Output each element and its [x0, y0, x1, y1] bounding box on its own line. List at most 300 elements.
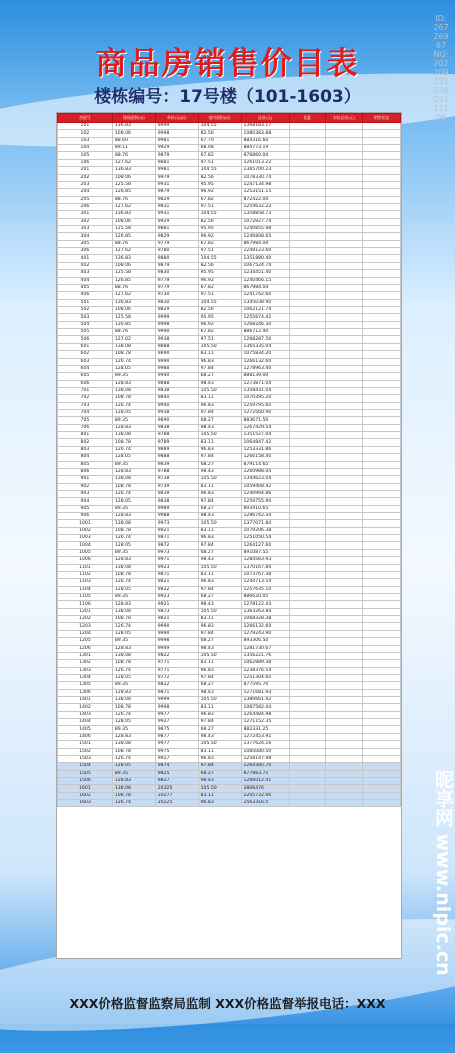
table-cell	[363, 203, 401, 210]
table-row	[58, 792, 401, 799]
table-row	[58, 380, 401, 387]
table-cell: 1405	[58, 726, 113, 733]
table-cell: 1085080.50	[241, 748, 289, 755]
table-cell: 96.83	[198, 711, 241, 718]
table-cell: 1068328.38	[241, 616, 289, 623]
table-cell	[363, 446, 401, 453]
table-row	[58, 549, 401, 556]
table-cell	[363, 432, 401, 439]
table-cell: 1281730.67	[241, 645, 289, 652]
table-cell: 97.84	[198, 498, 241, 505]
table-cell	[289, 181, 325, 188]
table-cell: 9821	[155, 579, 198, 586]
table-row	[58, 159, 401, 166]
table-cell	[363, 571, 401, 578]
table-row	[58, 638, 401, 645]
table-cell: 9890	[155, 417, 198, 424]
table-row	[58, 321, 401, 328]
table-cell: 126.74	[112, 623, 155, 630]
table-row	[58, 196, 401, 203]
table-row	[58, 336, 401, 343]
table-cell: 125.58	[112, 270, 155, 277]
table-cell	[363, 579, 401, 586]
table-row	[58, 226, 401, 233]
table-cell: 9888	[155, 343, 198, 350]
table-body	[58, 123, 401, 807]
table-cell: 9998	[155, 321, 198, 328]
table-cell	[289, 505, 325, 512]
table-cell: 9838	[155, 387, 198, 394]
table-cell: 96.83	[198, 402, 241, 409]
table-cell	[325, 130, 363, 137]
table-cell	[289, 159, 325, 166]
table-cell: 1380661.92	[241, 697, 289, 704]
table-cell: 128.83	[112, 513, 155, 520]
table-cell: 9921	[155, 601, 198, 608]
table-row	[58, 476, 401, 483]
table-cell	[325, 468, 363, 475]
table-cell: 1078330.74	[241, 174, 289, 181]
table-cell: 128.05	[112, 719, 155, 726]
column-header: 实际总价(元)	[325, 114, 363, 123]
table-cell	[325, 777, 363, 784]
table-cell	[289, 395, 325, 402]
table-cell: 67.82	[198, 284, 241, 291]
table-cell	[363, 667, 401, 674]
table-row	[58, 689, 401, 696]
table-cell: 1351527.04	[241, 432, 289, 439]
table-cell	[289, 351, 325, 358]
table-cell	[289, 660, 325, 667]
table-cell: 2205732.06	[241, 792, 289, 799]
table-cell	[325, 410, 363, 417]
table-row	[58, 284, 401, 291]
table-cell: 127.62	[112, 248, 155, 255]
table-cell: 1271152.35	[241, 719, 289, 726]
table-cell: 96.92	[198, 189, 241, 196]
table-cell: 89.35	[112, 549, 155, 556]
table-cell: 1079206.38	[241, 527, 289, 534]
table-row	[58, 527, 401, 534]
table-cell: 203	[58, 181, 113, 188]
table-cell: 1073767.38	[241, 571, 289, 578]
table-row	[58, 358, 401, 365]
table-row	[58, 498, 401, 505]
table-cell	[325, 145, 363, 152]
table-cell	[325, 329, 363, 336]
table-cell: 126.74	[112, 667, 155, 674]
table-cell: 67.82	[198, 240, 241, 247]
table-cell: 9940	[155, 402, 198, 409]
table-cell: 9975	[155, 748, 198, 755]
table-cell: 1272453.91	[241, 733, 289, 740]
table-cell: 9981	[155, 137, 198, 144]
table-cell	[289, 329, 325, 336]
table-cell	[289, 520, 325, 527]
table-row	[58, 351, 401, 358]
table-cell: 97.51	[198, 248, 241, 255]
table-row	[58, 755, 401, 762]
table-cell: 1268246.30	[241, 321, 289, 328]
table-cell: 1067524.74	[241, 262, 289, 269]
table-cell: 108.78	[112, 748, 155, 755]
table-cell: 1403	[58, 711, 113, 718]
table-cell: 501	[58, 299, 113, 306]
table-cell: 128.05	[112, 365, 155, 372]
table-cell	[325, 711, 363, 718]
table-cell: 9872	[155, 542, 198, 549]
table-cell: 9927	[155, 719, 198, 726]
table-cell: 1238376.54	[241, 667, 289, 674]
table-cell: 882331.25	[241, 726, 289, 733]
price-table-container	[56, 112, 402, 959]
table-cell	[363, 226, 401, 233]
table-cell: 401	[58, 255, 113, 262]
table-cell: 98.43	[198, 733, 241, 740]
table-cell	[325, 255, 363, 262]
table-cell: 125.58	[112, 314, 155, 321]
table-cell: 2563316.5	[241, 800, 289, 807]
table-cell: 1363263.84	[241, 608, 289, 615]
table-cell: 98.43	[198, 645, 241, 652]
table-cell	[325, 623, 363, 630]
table-cell	[325, 454, 363, 461]
table-cell	[325, 395, 363, 402]
table-cell	[289, 432, 325, 439]
table-cell: 1345038.90	[241, 299, 289, 306]
table-cell	[325, 630, 363, 637]
table-row	[58, 704, 401, 711]
table-cell	[325, 674, 363, 681]
table-cell	[325, 203, 363, 210]
table-cell: 884316.60	[241, 137, 289, 144]
table-cell: 108.78	[112, 483, 155, 490]
table-cell	[289, 586, 325, 593]
table-cell: 1064847.42	[241, 439, 289, 446]
table-cell: 105.50	[198, 785, 241, 792]
table-cell: 9990	[155, 329, 198, 336]
table-row	[58, 454, 401, 461]
table-cell	[363, 601, 401, 608]
table-row	[58, 137, 401, 144]
table-cell: 9822	[155, 682, 198, 689]
table-cell: 1266012.41	[241, 777, 289, 784]
table-cell	[325, 306, 363, 313]
table-cell: 67.70	[198, 137, 241, 144]
table-row	[58, 262, 401, 269]
table-cell: 97.84	[198, 542, 241, 549]
table-cell	[363, 314, 401, 321]
table-cell	[289, 454, 325, 461]
table-cell	[363, 608, 401, 615]
table-cell: 9999	[155, 123, 198, 130]
column-header: 销售状态	[363, 114, 401, 123]
table-cell: 9888	[155, 380, 198, 387]
table-cell	[289, 292, 325, 299]
table-cell	[289, 417, 325, 424]
table-cell: 1204	[58, 630, 113, 637]
table-cell: 89.35	[112, 726, 155, 733]
table-cell: 88.76	[112, 196, 155, 203]
table-row	[58, 571, 401, 578]
table-cell	[363, 284, 401, 291]
table-row	[58, 446, 401, 453]
table-cell: 9971	[155, 557, 198, 564]
table-cell	[325, 586, 363, 593]
table-cell	[325, 490, 363, 497]
table-cell: 82.56	[198, 130, 241, 137]
table-cell	[325, 601, 363, 608]
table-cell	[363, 741, 401, 748]
table-cell: 9772	[155, 674, 198, 681]
table-cell	[363, 255, 401, 262]
table-cell: 1070395.20	[241, 395, 289, 402]
table-cell: 1251304.60	[241, 674, 289, 681]
table-cell: 88.60	[112, 137, 155, 144]
table-cell: 9940	[155, 373, 198, 380]
table-cell: 108.78	[112, 571, 155, 578]
table-cell: 105.50	[198, 741, 241, 748]
table-cell: 105.50	[198, 608, 241, 615]
table-cell: 9831	[155, 203, 198, 210]
table-cell: 138.08	[112, 564, 155, 571]
table-cell: 9821	[155, 616, 198, 623]
table-cell	[325, 358, 363, 365]
table-cell	[289, 755, 325, 762]
table-cell: 126.74	[112, 535, 155, 542]
table-cell: 1266132.60	[241, 358, 289, 365]
table-cell: 9880	[155, 255, 198, 262]
table-cell	[289, 461, 325, 468]
table-row	[58, 608, 401, 615]
table-cell: 1087582.44	[241, 704, 289, 711]
table-cell: 83.11	[198, 660, 241, 667]
table-cell	[325, 284, 363, 291]
table-cell	[289, 689, 325, 696]
table-cell: 104.55	[198, 167, 241, 174]
table-cell	[325, 137, 363, 144]
table-cell: 108.06	[112, 174, 155, 181]
table-cell: 136.83	[112, 211, 155, 218]
table-cell: 108.78	[112, 395, 155, 402]
table-cell: 886712.40	[241, 329, 289, 336]
table-row	[58, 616, 401, 623]
table-cell: 1075834.20	[241, 351, 289, 358]
table-cell	[289, 579, 325, 586]
table-cell: 97.84	[198, 410, 241, 417]
table-cell: 128.05	[112, 674, 155, 681]
table-cell: 98.43	[198, 601, 241, 608]
table-cell	[325, 571, 363, 578]
table-cell: 108.78	[112, 439, 155, 446]
table-cell	[289, 682, 325, 689]
table-cell: 9730	[155, 292, 198, 299]
table-cell	[325, 446, 363, 453]
table-cell: 9771	[155, 660, 198, 667]
table-cell	[363, 454, 401, 461]
table-cell: 138.08	[112, 432, 155, 439]
table-cell: 1257635.10	[241, 586, 289, 593]
table-cell: 126.85	[112, 233, 155, 240]
table-cell	[325, 321, 363, 328]
table-cell: 606	[58, 380, 113, 387]
table-cell	[325, 594, 363, 601]
table-cell: 9788	[155, 468, 198, 475]
table-row	[58, 733, 401, 740]
table-cell	[363, 748, 401, 755]
table-cell	[325, 608, 363, 615]
table-cell	[325, 336, 363, 343]
table-cell: 9949	[155, 645, 198, 652]
table-cell	[363, 770, 401, 777]
table-cell: 1104	[58, 586, 113, 593]
table-cell	[289, 645, 325, 652]
table-cell: 701	[58, 387, 113, 394]
table-cell	[363, 329, 401, 336]
table-cell: 1501	[58, 741, 113, 748]
table-cell: 82.56	[198, 174, 241, 181]
table-cell: 1351880.40	[241, 255, 289, 262]
table-cell: 702	[58, 395, 113, 402]
table-cell	[325, 123, 363, 130]
table-cell: 9780	[155, 248, 198, 255]
table-cell: 1603	[58, 800, 113, 807]
table-cell: 1305	[58, 682, 113, 689]
table-cell: 89.35	[112, 505, 155, 512]
table-cell: 1244713.54	[241, 579, 289, 586]
table-cell: 96.83	[198, 579, 241, 586]
table-cell: 97.84	[198, 365, 241, 372]
table-cell: 108.78	[112, 660, 155, 667]
table-cell	[289, 373, 325, 380]
table-cell	[289, 549, 325, 556]
table-cell	[363, 424, 401, 431]
table-cell: 138.08	[112, 343, 155, 350]
table-cell: 1301	[58, 652, 113, 659]
table-cell: 126.74	[112, 711, 155, 718]
table-cell	[289, 638, 325, 645]
table-cell: 1102	[58, 571, 113, 578]
table-cell: 1205	[58, 638, 113, 645]
table-cell	[289, 601, 325, 608]
table-row	[58, 145, 401, 152]
table-cell: 96.83	[198, 755, 241, 762]
table-cell: 1253151.15	[241, 189, 289, 196]
table-cell	[325, 152, 363, 159]
table-row	[58, 594, 401, 601]
table-cell	[363, 682, 401, 689]
table-cell: 9830	[155, 299, 198, 306]
table-cell: 68.27	[198, 461, 241, 468]
table-cell: 202	[58, 174, 113, 181]
table-row	[58, 682, 401, 689]
table-cell: 1251050.54	[241, 535, 289, 542]
table-cell	[289, 630, 325, 637]
table-cell	[325, 159, 363, 166]
table-cell	[363, 233, 401, 240]
table-row	[58, 181, 401, 188]
table-cell	[363, 719, 401, 726]
table-cell	[363, 387, 401, 394]
table-cell: 801	[58, 432, 113, 439]
table-cell	[363, 196, 401, 203]
table-cell: 9973	[155, 549, 198, 556]
table-cell	[363, 461, 401, 468]
table-cell: 128.05	[112, 630, 155, 637]
table-row	[58, 424, 401, 431]
table-cell: 1240466.15	[241, 277, 289, 284]
table-cell: 502	[58, 306, 113, 313]
table-cell	[289, 697, 325, 704]
table-row	[58, 601, 401, 608]
table-row	[58, 203, 401, 210]
table-cell: 1506	[58, 777, 113, 784]
table-cell: 9739	[155, 483, 198, 490]
table-cell: 128.83	[112, 601, 155, 608]
table-cell: 9929	[155, 145, 198, 152]
table-cell: 303	[58, 226, 113, 233]
table-cell: 304	[58, 233, 113, 240]
table-cell	[363, 564, 401, 571]
table-cell: 603	[58, 358, 113, 365]
table-cell: 108.78	[112, 616, 155, 623]
table-row	[58, 329, 401, 336]
table-cell	[289, 726, 325, 733]
table-cell: 1264484.98	[241, 711, 289, 718]
table-cell	[289, 248, 325, 255]
table-row	[58, 542, 401, 549]
table-cell: 9973	[155, 520, 198, 527]
table-cell: 68.27	[198, 770, 241, 777]
table-cell	[325, 262, 363, 269]
table-cell: 1302	[58, 660, 113, 667]
table-cell: 128.05	[112, 498, 155, 505]
table-cell: 1248123.60	[241, 248, 289, 255]
column-header: 房屋号	[58, 114, 113, 123]
table-row	[58, 535, 401, 542]
table-cell	[363, 262, 401, 269]
table-cell	[363, 145, 401, 152]
table-row	[58, 513, 401, 520]
table-cell	[363, 594, 401, 601]
table-cell	[325, 417, 363, 424]
table-cell	[289, 123, 325, 130]
table-cell: 9877	[155, 733, 198, 740]
table-cell	[325, 542, 363, 549]
table-row	[58, 800, 401, 807]
table-cell: 9779	[155, 284, 198, 291]
table-cell: 128.83	[112, 733, 155, 740]
table-cell: 1377071.84	[241, 520, 289, 527]
table-cell	[325, 748, 363, 755]
table-cell	[363, 638, 401, 645]
table-cell: 803	[58, 446, 113, 453]
table-cell	[289, 380, 325, 387]
table-cell: 126.74	[112, 800, 155, 807]
table-cell: 89.35	[112, 594, 155, 601]
table-cell: 9830	[155, 270, 198, 277]
table-cell: 126.85	[112, 277, 155, 284]
table-cell: 128.05	[112, 763, 155, 770]
table-row	[58, 468, 401, 475]
table-cell	[363, 704, 401, 711]
table-cell: 108.78	[112, 527, 155, 534]
table-cell: 1260988.04	[241, 468, 289, 475]
table-cell: 20325	[155, 785, 198, 792]
table-cell: 88.76	[112, 329, 155, 336]
table-cell	[325, 785, 363, 792]
table-cell	[289, 439, 325, 446]
